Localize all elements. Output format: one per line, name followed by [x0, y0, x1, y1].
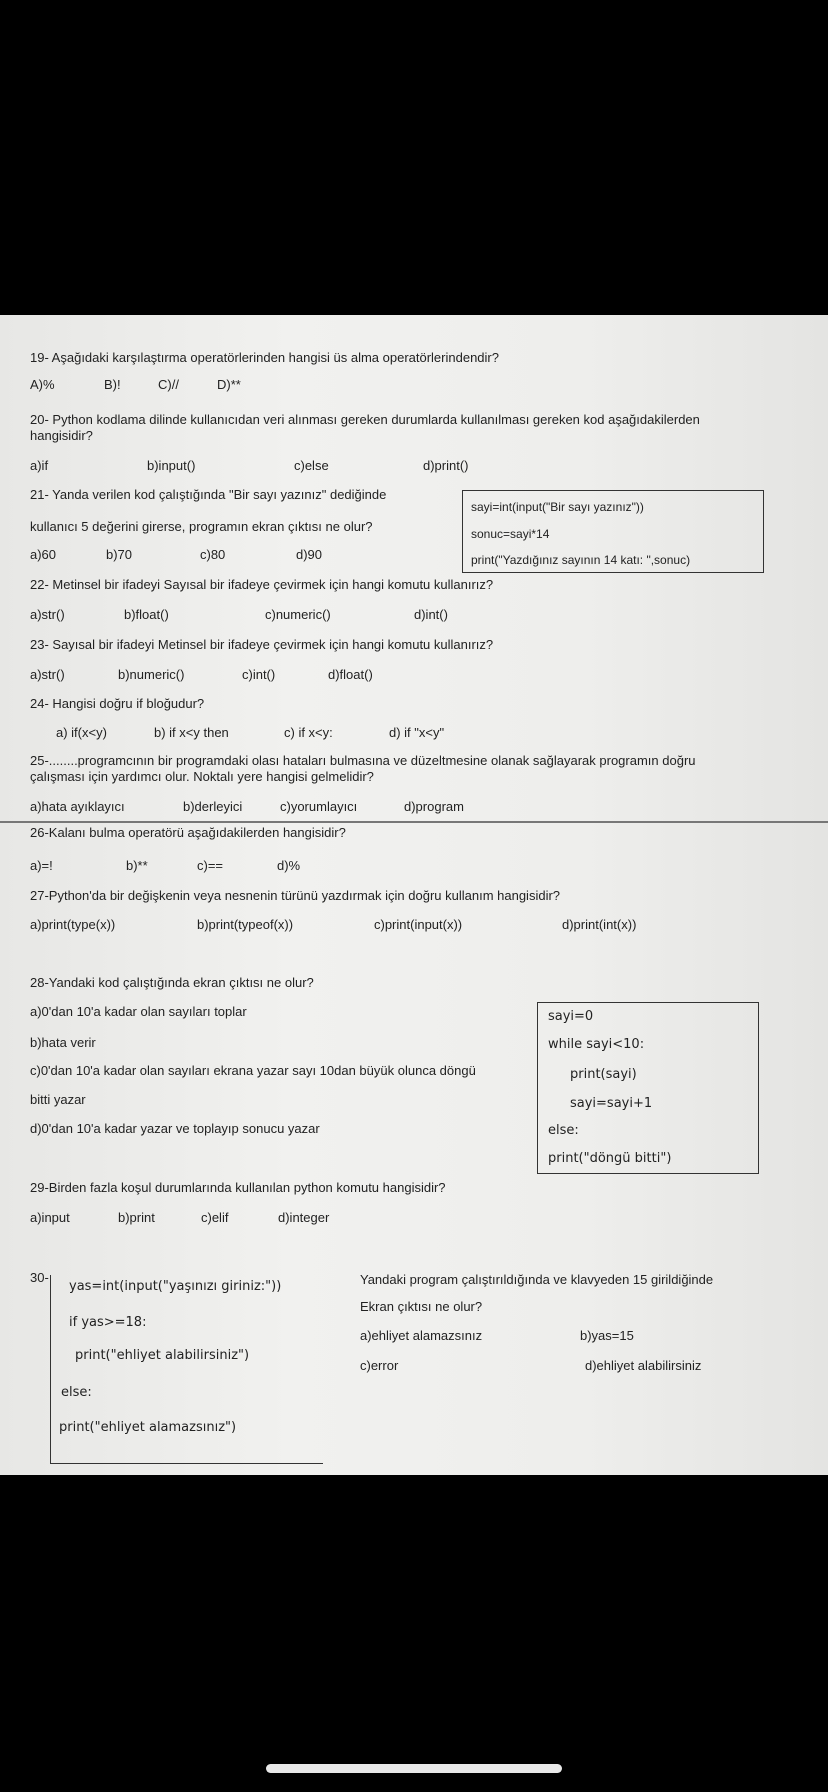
q19-option-b: B)!: [104, 377, 121, 392]
q20-option-a: a)if: [30, 458, 49, 473]
q29-question: 29-Birden fazla koşul durumlarında kullanılan python komutu hangisidir?: [30, 1180, 446, 1195]
q30-code-line2: if yas>=18:: [69, 1315, 147, 1330]
q22-option-c: c)numeric(): [265, 607, 331, 622]
q28-code-line2: while sayi<10:: [548, 1037, 645, 1052]
q24-question: 24- Hangisi doğru if bloğudur?: [30, 696, 205, 711]
q24-option-c: c) if x<y:: [284, 725, 333, 740]
q28-option-c-line2: bitti yazar: [30, 1092, 86, 1107]
q23-option-d: d)float(): [328, 667, 373, 682]
q28-question: 28-Yandaki kod çalıştığında ekran çıktısı ne olur?: [30, 975, 314, 990]
q20-option-c: c)else: [294, 458, 329, 473]
q30-option-b: b)yas=15: [580, 1328, 634, 1343]
q22-option-a: a)str(): [30, 607, 65, 622]
q26-question: 26-Kalanı bulma operatörü aşağıdakilerden hangisidir?: [30, 825, 346, 840]
q25-option-c: c)yorumlayıcı: [280, 799, 358, 814]
q30-code-line5: print("ehliyet alamazsınız"): [59, 1420, 237, 1435]
q23-option-b: b)numeric(): [118, 667, 185, 682]
q26-option-c: c)==: [197, 858, 224, 873]
q30-question-line1: Yandaki program çalıştırıldığında ve klavyeden 15 girildiğinde: [360, 1272, 714, 1287]
q30-question-line2: Ekran çıktısı ne olur?: [360, 1299, 483, 1314]
q21-code-line2: sonuc=sayi*14: [471, 527, 550, 541]
q28-option-c-line1: c)0'dan 10'a kadar olan sayıları ekrana yazar sayı 10dan büyük olunca döngü: [30, 1063, 476, 1078]
q25-question-line2: çalışması için yardımcı olur. Noktalı yere hangisi gelmelidir?: [30, 769, 374, 784]
q21-code-line3: print("Yazdığınız sayının 14 katı: ",sonuc): [471, 553, 691, 567]
q27-option-b: b)print(typeof(x)): [197, 917, 294, 932]
q22-option-d: d)int(): [414, 607, 448, 622]
q19-option-d: D)**: [217, 377, 241, 392]
q21-question-line1: 21- Yanda verilen kod çalıştığında "Bir sayı yazınız" dediğinde: [30, 487, 387, 502]
q29-option-c: c)elif: [201, 1210, 229, 1225]
q21-option-a: a)60: [30, 547, 57, 562]
q30-code-line3: print("ehliyet alabilirsiniz"): [75, 1348, 250, 1363]
q28-code-line5: else:: [548, 1123, 579, 1138]
q27-option-c: c)print(input(x)): [374, 917, 463, 932]
q28-code-line4: sayi=sayi+1: [570, 1096, 653, 1111]
q28-option-d: d)0'dan 10'a kadar yazar ve toplayıp sonucu yazar: [30, 1121, 320, 1136]
q21-option-c: c)80: [200, 547, 226, 562]
q28-option-b: b)hata verir: [30, 1035, 96, 1050]
q24-option-d: d) if "x<y": [389, 725, 445, 740]
q28-code-line6: print("döngü bitti"): [548, 1151, 672, 1166]
q26-option-b: b)**: [126, 858, 148, 873]
q22-question: 22- Metinsel bir ifadeyi Sayısal bir ifadeye çevirmek için hangi komutu kullanırız?: [30, 577, 494, 592]
q25-option-b: b)derleyici: [183, 799, 243, 814]
q19-option-c: C)//: [158, 377, 179, 392]
q27-option-d: d)print(int(x)): [562, 917, 637, 932]
divider-line: [0, 821, 828, 823]
q20-option-b: b)input(): [147, 458, 196, 473]
q30-option-d: d)ehliyet alabilirsiniz: [585, 1358, 702, 1373]
q25-option-a: a)hata ayıklayıcı: [30, 799, 125, 814]
q21-code-line1: sayi=int(input("Bir sayı yazınız")): [471, 500, 644, 514]
q24-option-b: b) if x<y then: [154, 725, 229, 740]
q23-option-c: c)int(): [242, 667, 276, 682]
q24-option-a: a) if(x<y): [56, 725, 107, 740]
q26-option-d: d)%: [277, 858, 301, 873]
q28-code-line1: sayi=0: [548, 1009, 594, 1024]
q30-code-line1: yas=int(input("yaşınızı giriniz:")): [69, 1279, 282, 1294]
q23-question: 23- Sayısal bir ifadeyi Metinsel bir ifadeye çevirmek için hangi komutu kullanırız?: [30, 637, 494, 652]
q30-option-c: c)error: [360, 1358, 399, 1373]
q20-question-line2: hangisidir?: [30, 428, 93, 443]
q20-option-d: d)print(): [423, 458, 469, 473]
exam-paper: [0, 315, 828, 1475]
q30-option-a: a)ehliyet alamazsınız: [360, 1328, 483, 1343]
q30-code-line4: else:: [61, 1385, 92, 1400]
q21-question-line2: kullanıcı 5 değerini girerse, programın ekran çıktısı ne olur?: [30, 519, 373, 534]
q28-code-box: [537, 1002, 759, 1174]
q27-option-a: a)print(type(x)): [30, 917, 116, 932]
q21-option-d: d)90: [296, 547, 323, 562]
q26-option-a: a)=!: [30, 858, 53, 873]
q28-code-line3: print(sayi): [570, 1067, 637, 1082]
q29-option-d: d)integer: [278, 1210, 330, 1225]
q28-option-a: a)0'dan 10'a kadar olan sayıları toplar: [30, 1004, 247, 1019]
q29-option-a: a)input: [30, 1210, 70, 1225]
q25-question-line1: 25-........programcının bir programdaki olası hataları bulmasına ve düzeltmesine olanak sağlayarak programın doğru: [30, 753, 696, 768]
q23-option-a: a)str(): [30, 667, 65, 682]
q22-option-b: b)float(): [124, 607, 169, 622]
q19-option-a: A)%: [30, 377, 55, 392]
q29-option-b: b)print: [118, 1210, 155, 1225]
q27-question: 27-Python'da bir değişkenin veya nesnenin türünü yazdırmak için doğru kullanım hangisidir?: [30, 888, 561, 903]
q30-code-box: [50, 1275, 323, 1464]
q20-question-line1: 20- Python kodlama dilinde kullanıcıdan veri alınması gereken durumlarda kullanılması gereken kod aşağıdakilerden: [30, 412, 700, 427]
q21-code-box: [462, 490, 764, 573]
q21-option-b: b)70: [106, 547, 133, 562]
q30-number: 30-: [30, 1270, 49, 1285]
home-indicator[interactable]: [266, 1764, 562, 1773]
q25-option-d: d)program: [404, 799, 464, 814]
q19-question: 19- Aşağıdaki karşılaştırma operatörlerinden hangisi üs alma operatörlerindendir?: [30, 350, 499, 365]
